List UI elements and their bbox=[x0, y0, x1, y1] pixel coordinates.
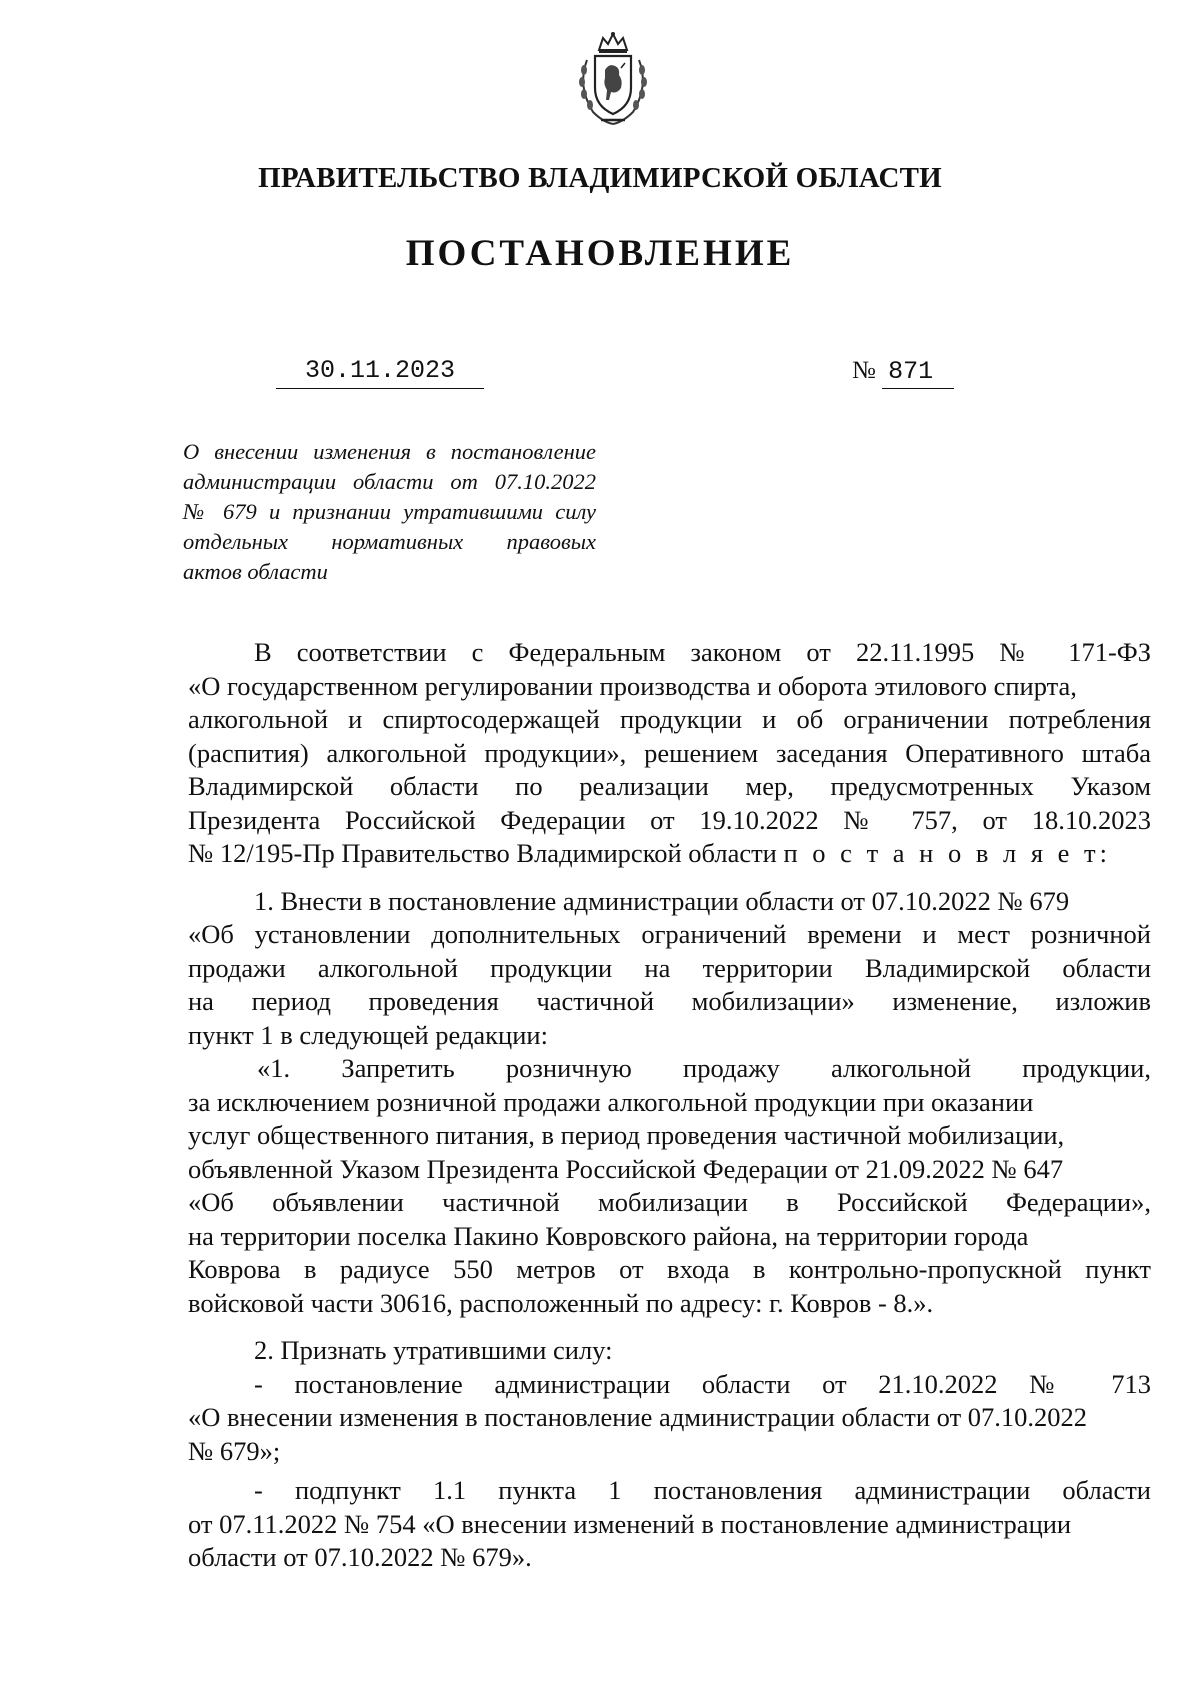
body-line: «О внесении изменения в постановление администрации области от 07.10.2022 bbox=[188, 1402, 1088, 1432]
body-line bbox=[188, 837, 1151, 871]
body-line: Владимирской области по реализации мер, предусмотренных Указом bbox=[188, 771, 1151, 801]
subject-line: актов области bbox=[183, 559, 328, 584]
item-1-paragraph bbox=[188, 885, 1151, 1053]
body-line: Президента Российской Федерации от 19.10.2022 № 757, от 18.10.2023 bbox=[188, 804, 1151, 835]
body-line: за исключением розничной продажи алкогольной продукции при оказании bbox=[188, 1086, 1034, 1117]
body-line: Коврова в радиусе 550 метров от входа в контрольно-пропускной пункт bbox=[188, 1254, 1151, 1284]
body-line: В соответствии с Федеральным законом от 22.11.1995 № 171-ФЗ bbox=[254, 637, 1151, 667]
body-line: 1. Внести в постановление администрации области от 07.10.2022 № 679 bbox=[254, 885, 1070, 916]
body-line: на период проведения частичной мобилизации» изменение, изложив bbox=[188, 986, 1151, 1016]
item-1-quoted-text bbox=[188, 1052, 1151, 1320]
body-line: № 679»; bbox=[188, 1435, 281, 1466]
document-number bbox=[852, 355, 954, 389]
subject-line: администрации области от 07.10.2022 bbox=[183, 469, 596, 494]
body-line: «Об объявлении частичной мобилизации в Российской Федерации», bbox=[188, 1187, 1151, 1217]
document-date: 30.11.2023 bbox=[276, 355, 484, 389]
body-line: услуг общественного питания, в период проведения частичной мобилизации, bbox=[188, 1120, 1065, 1150]
number-value: 871 bbox=[882, 356, 954, 389]
subject-line: № 679 и признании утратившими силу bbox=[183, 499, 596, 524]
body-line: «О государственном регулировании производства и оборота этилового спирта, bbox=[188, 670, 1077, 701]
body-line: - постановление администрации области от 21.10.2022 № 713 bbox=[254, 1368, 1151, 1399]
document-body bbox=[188, 636, 1151, 1575]
body-line: - подпункт 1.1 пункта 1 постановления администрации области bbox=[254, 1475, 1151, 1505]
body-line: (распития) алкогольной продукции», решением заседания Оперативного штаба bbox=[188, 737, 1151, 768]
vladimir-coat-of-arms-icon bbox=[563, 30, 663, 130]
document-type-heading: ПОСТАНОВЛЕНИЕ bbox=[405, 233, 795, 274]
body-line-text: № 12/195-Пр Правительство Владимирской области bbox=[188, 838, 777, 868]
preamble-paragraph bbox=[188, 636, 1151, 871]
subject-line: отдельных нормативных правовых bbox=[183, 529, 596, 554]
body-line: «Об установлении дополнительных ограничений времени и мест розничной bbox=[188, 919, 1151, 949]
resolves-word: п о с т а н о в л я е т: bbox=[783, 838, 1111, 868]
body-line: алкогольной и спиртосодержащей продукции и об ограничении потребления bbox=[188, 704, 1151, 734]
body-line: «1. Запретить розничную продажу алкогольной продукции, bbox=[257, 1053, 1151, 1083]
body-line: области от 07.10.2022 № 679». bbox=[188, 1542, 532, 1572]
body-line: войсковой части 30616, расположенный по адресу: г. Ковров - 8.». bbox=[188, 1287, 934, 1318]
body-line: объявленной Указом Президента Российской Федерации от 21.09.2022 № 647 bbox=[188, 1153, 1064, 1184]
organization-title: ПРАВИТЕЛЬСТВО ВЛАДИМИРСКОЙ ОБЛАСТИ bbox=[258, 162, 942, 194]
item-2-subparagraph bbox=[188, 1474, 1151, 1575]
body-line: на территории поселка Пакино Ковровского района, на территории города bbox=[188, 1220, 1029, 1251]
body-line: от 07.11.2022 № 754 «О внесении изменений в постановление администрации bbox=[188, 1508, 1072, 1539]
item-2-paragraph bbox=[188, 1334, 1151, 1468]
number-sign: № bbox=[852, 357, 876, 384]
body-line: 2. Признать утратившими силу: bbox=[254, 1335, 613, 1365]
body-line: продажи алкогольной продукции на территории Владимирской области bbox=[188, 952, 1151, 983]
document-subject bbox=[183, 437, 596, 587]
subject-line: О внесении изменения в постановление bbox=[183, 439, 596, 464]
body-line: пункт 1 в следующей редакции: bbox=[188, 1019, 548, 1050]
